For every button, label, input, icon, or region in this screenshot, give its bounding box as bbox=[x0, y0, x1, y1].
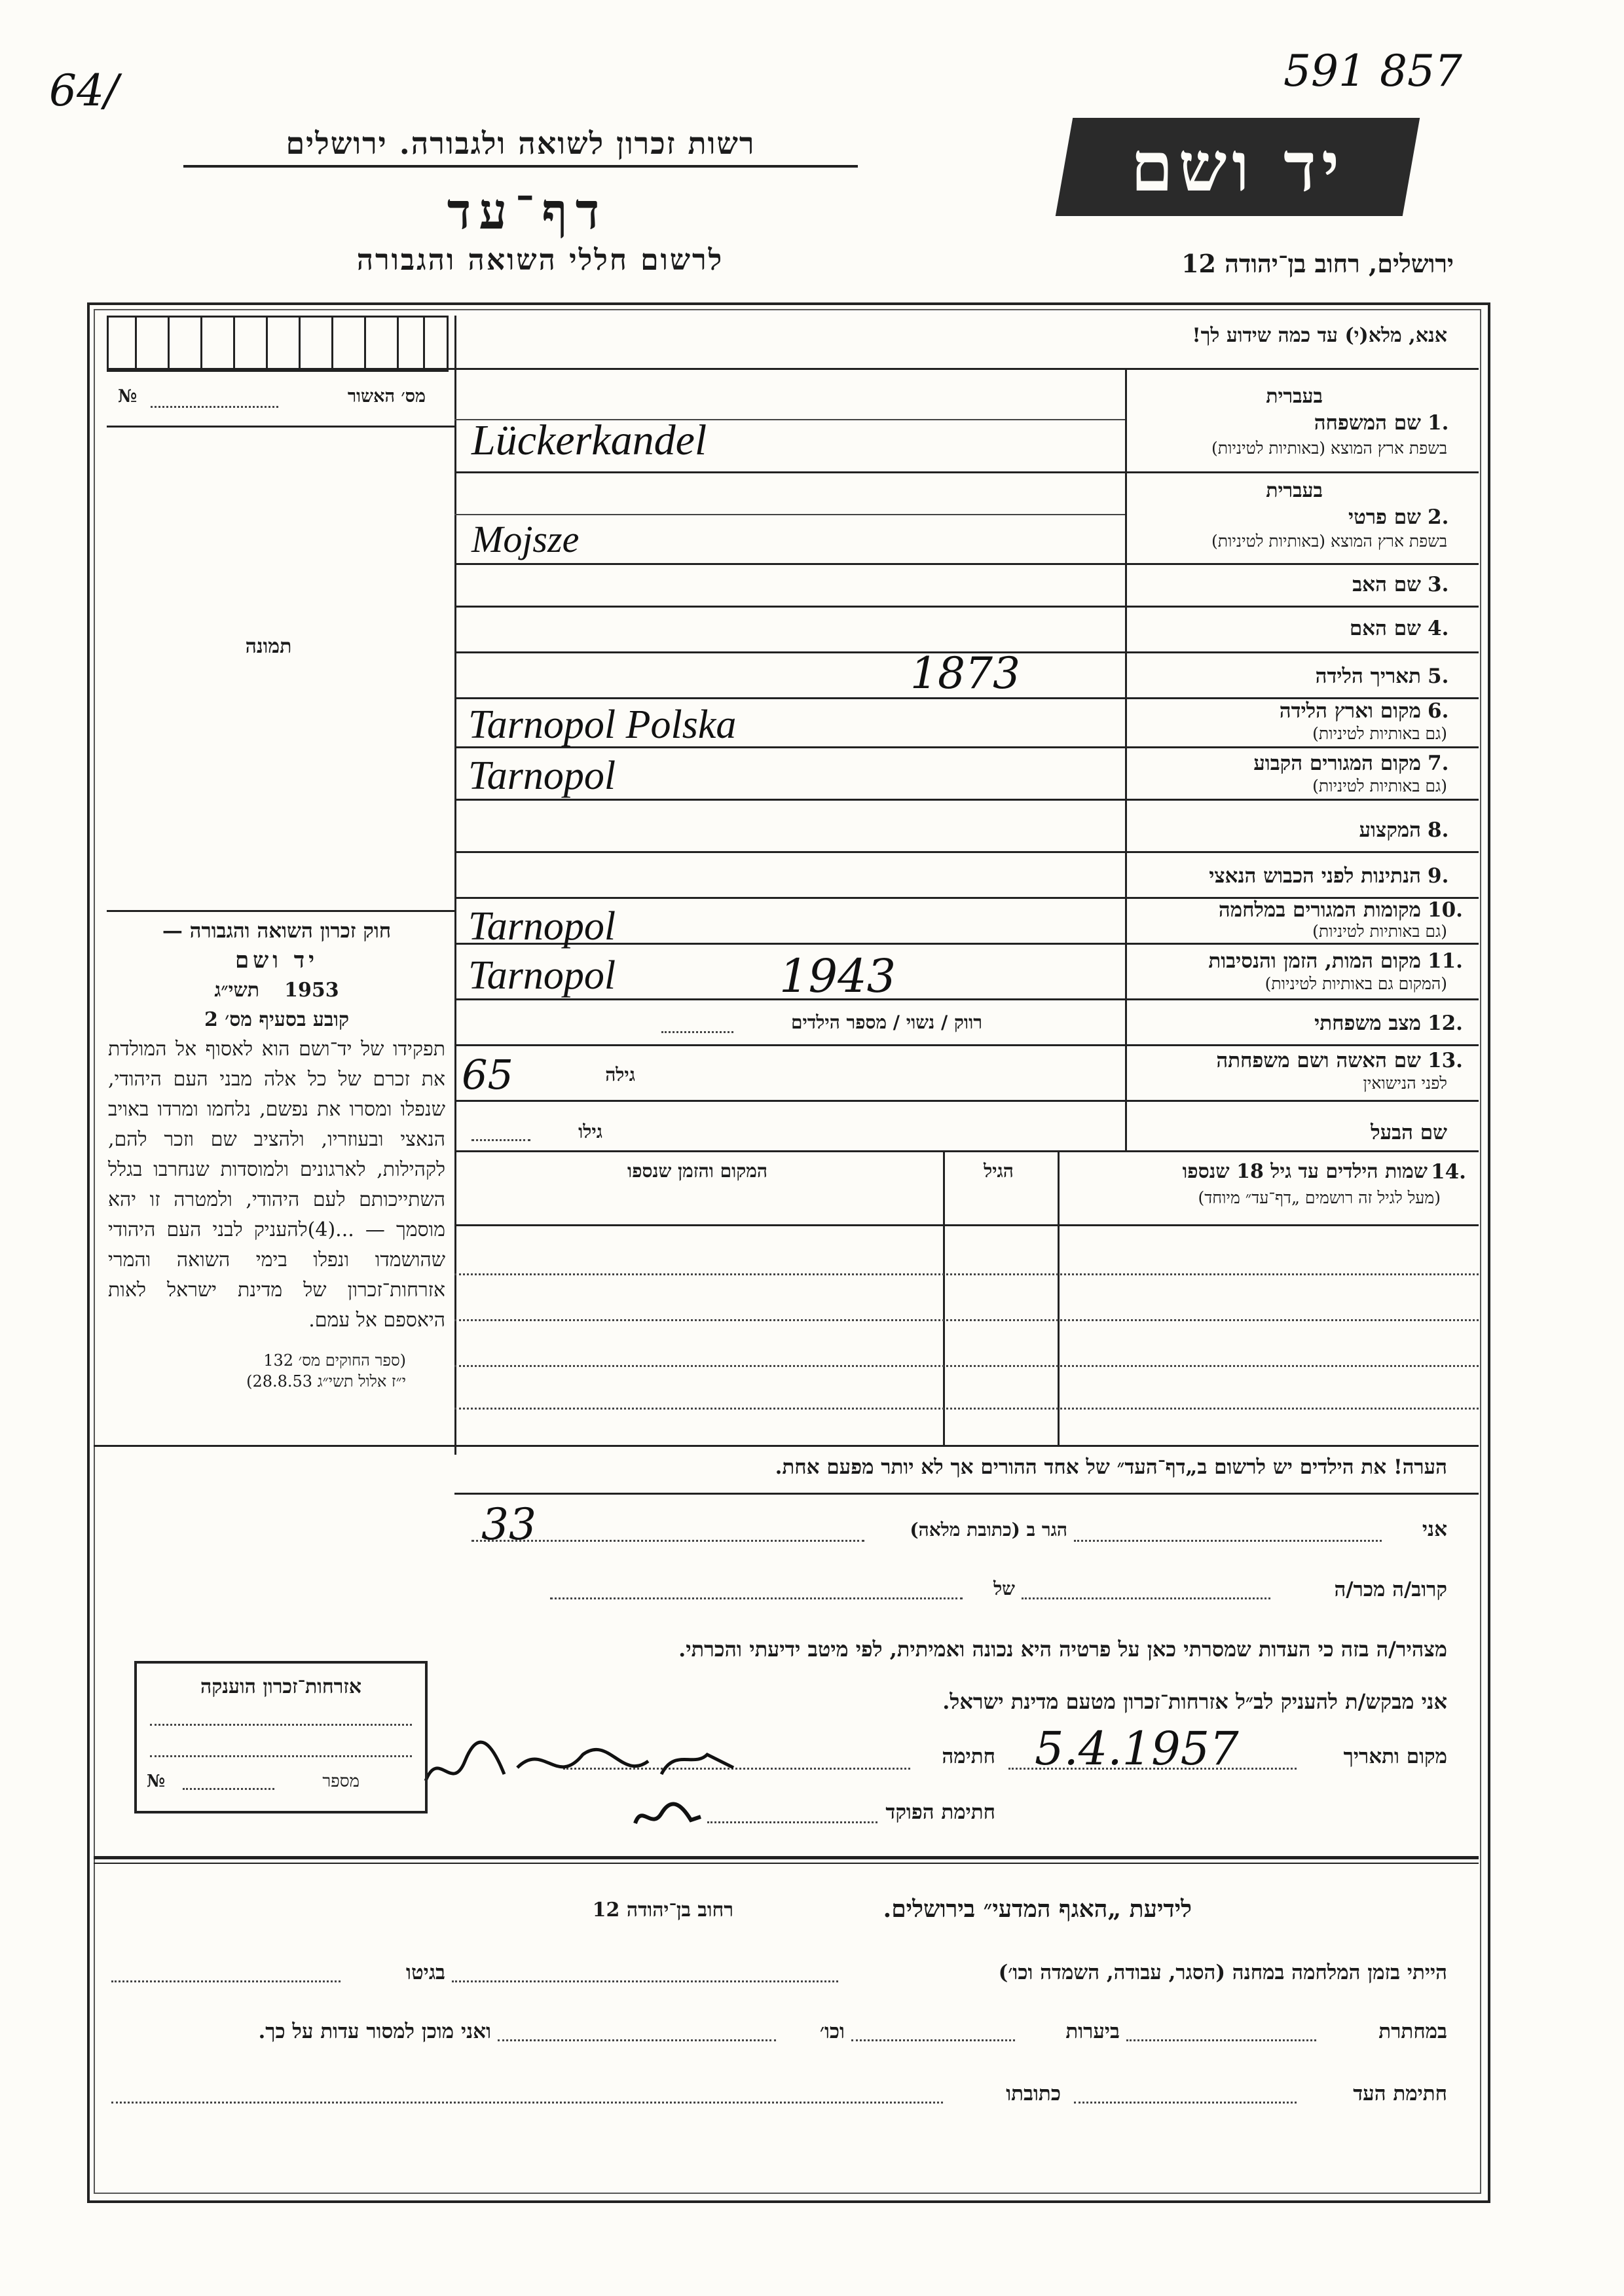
officer-signature-label: חתימת הפוקד bbox=[885, 1800, 995, 1824]
field-9-number: 9. bbox=[1428, 864, 1449, 888]
husband-label: שם הבעל bbox=[1371, 1121, 1447, 1144]
signature-label: חתימה bbox=[942, 1745, 995, 1768]
law-clause: קובע בסעיף מס׳ 2 bbox=[204, 1008, 350, 1031]
yad-vashem-logo bbox=[1056, 118, 1420, 216]
citizenship-no-symbol: № bbox=[147, 1772, 166, 1791]
field-8-number: 8. bbox=[1428, 818, 1449, 842]
residence-latin-value: Tarnopol bbox=[468, 754, 616, 798]
logo-text: יד ושם bbox=[1130, 126, 1345, 207]
law-source-date: י״ז אלול תשי״ג 28.8.53) bbox=[246, 1372, 406, 1391]
field-6-number: 6. bbox=[1428, 699, 1449, 723]
field-14-number: 14. bbox=[1431, 1160, 1466, 1184]
archive-number: 591 857 bbox=[1283, 46, 1462, 96]
law-name: יד ושם bbox=[234, 947, 319, 974]
marital-options: רווק / נשוי / מספר הילדים bbox=[790, 1011, 982, 1033]
bottom-title: לידיעת „האגף המדעי״ בירושלים. bbox=[883, 1895, 1192, 1923]
field-12-label: מצב משפחתי bbox=[1314, 1011, 1421, 1035]
citizenship-box bbox=[134, 1661, 428, 1813]
field-11-sub: (המקום גם באותיות לטיניות) bbox=[1264, 974, 1447, 993]
field-7-number: 7. bbox=[1428, 752, 1449, 775]
field-5-label: תאריך הלידה bbox=[1315, 665, 1421, 688]
witness-signature-label: חתימת העד bbox=[1353, 2082, 1447, 2105]
field-2-number: 2. bbox=[1428, 505, 1449, 529]
field-4-label: שם האם bbox=[1349, 617, 1421, 640]
form-title: דף־עד bbox=[447, 182, 608, 240]
witness-address-label: כתובתו bbox=[1006, 2082, 1061, 2105]
of-label: של bbox=[993, 1578, 1015, 1599]
camp-line-label: הייתי בזמן המלחמה במחנה (הסגר, עבודה, השמדה וכו׳) bbox=[998, 1961, 1447, 1984]
field-8-label: המקצוע bbox=[1359, 818, 1421, 842]
relation-label: קרוב/ה מכר/ה bbox=[1334, 1578, 1447, 1601]
field-13-label: שם האשה ושם משפחתה bbox=[1216, 1049, 1421, 1072]
field-1-sub: בשפת ארץ המוצא (באותיות לטיניות) bbox=[1211, 439, 1447, 458]
field-13-number: 13. bbox=[1428, 1049, 1463, 1072]
children-sub: (מעל לגיל זה רושמים „דף־עד״ מיוחד) bbox=[1198, 1188, 1441, 1207]
date-value: 5.4.1957 bbox=[1035, 1722, 1239, 1776]
citizenship-number-label: מספר bbox=[322, 1772, 360, 1791]
field-2-sub: בשפת ארץ המוצא (באותיות לטיניות) bbox=[1211, 532, 1447, 551]
field-3-label: שם האב bbox=[1352, 573, 1421, 596]
death-year-value: 1943 bbox=[779, 949, 896, 1003]
in-hebrew-label-1: בעברית bbox=[1266, 385, 1323, 408]
in-hebrew-label-2: בעברית bbox=[1266, 479, 1323, 502]
statement-text: מצהיר/ה בזה כי העדות שמסרתי כאן על פרטיה היא נכונה ואמיתית, לפי מיטב ידיעתי והכרתי. bbox=[678, 1637, 1447, 1662]
children-place-header: המקום והזמן שנספו bbox=[627, 1160, 767, 1182]
testimony-offer: ואני מוכן למסור עדות על כך. bbox=[258, 2020, 491, 2043]
bottom-address: רחוב בן־יהודה 12 bbox=[592, 1899, 733, 1922]
field-7-label: מקום המגורים הקבוע bbox=[1253, 752, 1421, 775]
death-place-latin-value: Tarnopol bbox=[468, 953, 616, 998]
etc-label: וכו׳ bbox=[819, 2020, 845, 2043]
children-label: שמות הילדים עד גיל 18 שנספו bbox=[1182, 1160, 1428, 1183]
label-column-divider bbox=[1125, 368, 1127, 1150]
declarant-prefix: אני bbox=[1422, 1518, 1447, 1541]
law-source: (ספר החוקים מס׳ 132 bbox=[263, 1351, 406, 1370]
officer-signature bbox=[629, 1797, 707, 1836]
field-11-label: מקום המות, הזמן והנסיבות bbox=[1208, 949, 1421, 973]
address-line: ירושלים, רחוב בן־יהודה 12 bbox=[1181, 249, 1454, 278]
law-year-heb: תשי״ג bbox=[214, 979, 260, 1002]
field-6-sub: (גם באותיות לטיניות) bbox=[1312, 724, 1447, 743]
field-10-sub: (גם באותיות לטיניות) bbox=[1312, 922, 1447, 941]
ghetto-label: בגיטו bbox=[406, 1961, 445, 1984]
address-label: הגר ב (כתובת מלאה) bbox=[910, 1519, 1067, 1540]
children-age-header: הגיל bbox=[984, 1160, 1014, 1182]
husband-age-label: גילו bbox=[578, 1121, 602, 1142]
note-text: הערה! את הילדים יש לרשום ב„דף־העד״ של אחד ההורים אך לא יותר מפעם אחת. bbox=[775, 1455, 1447, 1479]
field-5-number: 5. bbox=[1428, 665, 1449, 688]
citizenship-title: אזרחות־זכרון הוענקה bbox=[200, 1675, 362, 1698]
forests-label: ביערות bbox=[1065, 2020, 1120, 2043]
field-10-number: 10. bbox=[1428, 898, 1463, 922]
wife-age-value: 65 bbox=[462, 1051, 513, 1099]
archive-annotation-left: 64/ bbox=[49, 65, 119, 116]
approval-number-label: מס׳ האשור bbox=[347, 386, 426, 407]
declarant-signature bbox=[413, 1728, 753, 1807]
field-9-label: הנתינות לפני הכבוש הנאצי bbox=[1209, 864, 1421, 888]
authority-name: רשות זכרון לשואה ולגבורה. ירושלים bbox=[183, 126, 858, 168]
birth-date-value: 1873 bbox=[910, 648, 1020, 699]
left-column-divider bbox=[454, 316, 456, 1455]
field-10-label: מקומות המגורים במלחמה bbox=[1218, 898, 1421, 922]
instructions: אנא, מלא(י) עד כמה שידוע לך! bbox=[1192, 324, 1447, 347]
wife-age-label: גילה bbox=[605, 1064, 635, 1085]
field-6-label: מקום וארץ הלידה bbox=[1279, 699, 1421, 723]
field-3-number: 3. bbox=[1428, 573, 1449, 596]
approval-cells bbox=[107, 316, 449, 372]
law-body: תפקידו של יד־ושם הוא לאסוף אל המולדת את זכרם של כל אלה מבני העם היהודי, שנפלו ומסרו את נפשם, נלחמו ומרדו באויב הנאצי ובעוזריו, ולהציב שם וזכר להם, לקהילות, לארגונים ולמוסדות שנחרבו בגלל השתייכותם לעם היהודי, ולמטרה זו יהא מוסמך — ...(4)להעניק לבני העם היהודי שהושמדו ונפלו בימי השואה והמרי אזרחות־זכרון של מדינת ישראל לאות היאספם אל עמם. bbox=[108, 1038, 446, 1332]
birth-place-latin-value: Tarnopol Polska bbox=[468, 702, 737, 747]
photo-label: תמונה bbox=[245, 635, 292, 658]
field-2-label: שם פרטי bbox=[1348, 505, 1421, 529]
field-12-number: 12. bbox=[1428, 1011, 1463, 1035]
field-13-sub: לפני הנישואין bbox=[1363, 1074, 1447, 1093]
field-1-number: 1. bbox=[1428, 411, 1449, 435]
form-purpose: לרשום חללי השואה והגבורה bbox=[356, 244, 724, 277]
given-name-latin-value: Mojsze bbox=[471, 518, 580, 560]
surname-latin-value: Lückerkandel bbox=[471, 416, 707, 464]
field-11-number: 11. bbox=[1428, 949, 1463, 973]
field-4-number: 4. bbox=[1428, 617, 1449, 640]
field-1-label: שם המשפחה bbox=[1314, 411, 1421, 435]
war-places-latin-value: Tarnopol bbox=[468, 904, 616, 949]
declarant-address-number: 33 bbox=[481, 1499, 536, 1550]
approval-no-symbol: № bbox=[118, 386, 138, 407]
law-title: חוק זכרון השואה והגבורה — bbox=[162, 919, 392, 943]
request-text: אני מבקש/ת להעניק לב״ל אזרחות־זכרון מטעם מדינת ישראל. bbox=[942, 1689, 1447, 1714]
place-date-label: מקום ותאריך bbox=[1343, 1745, 1447, 1768]
law-year: 1953 bbox=[284, 979, 339, 1002]
underground-label: במחתרת bbox=[1378, 2020, 1447, 2043]
law-section bbox=[108, 917, 445, 1392]
field-7-sub: (גם באותיות לטיניות) bbox=[1312, 776, 1447, 795]
